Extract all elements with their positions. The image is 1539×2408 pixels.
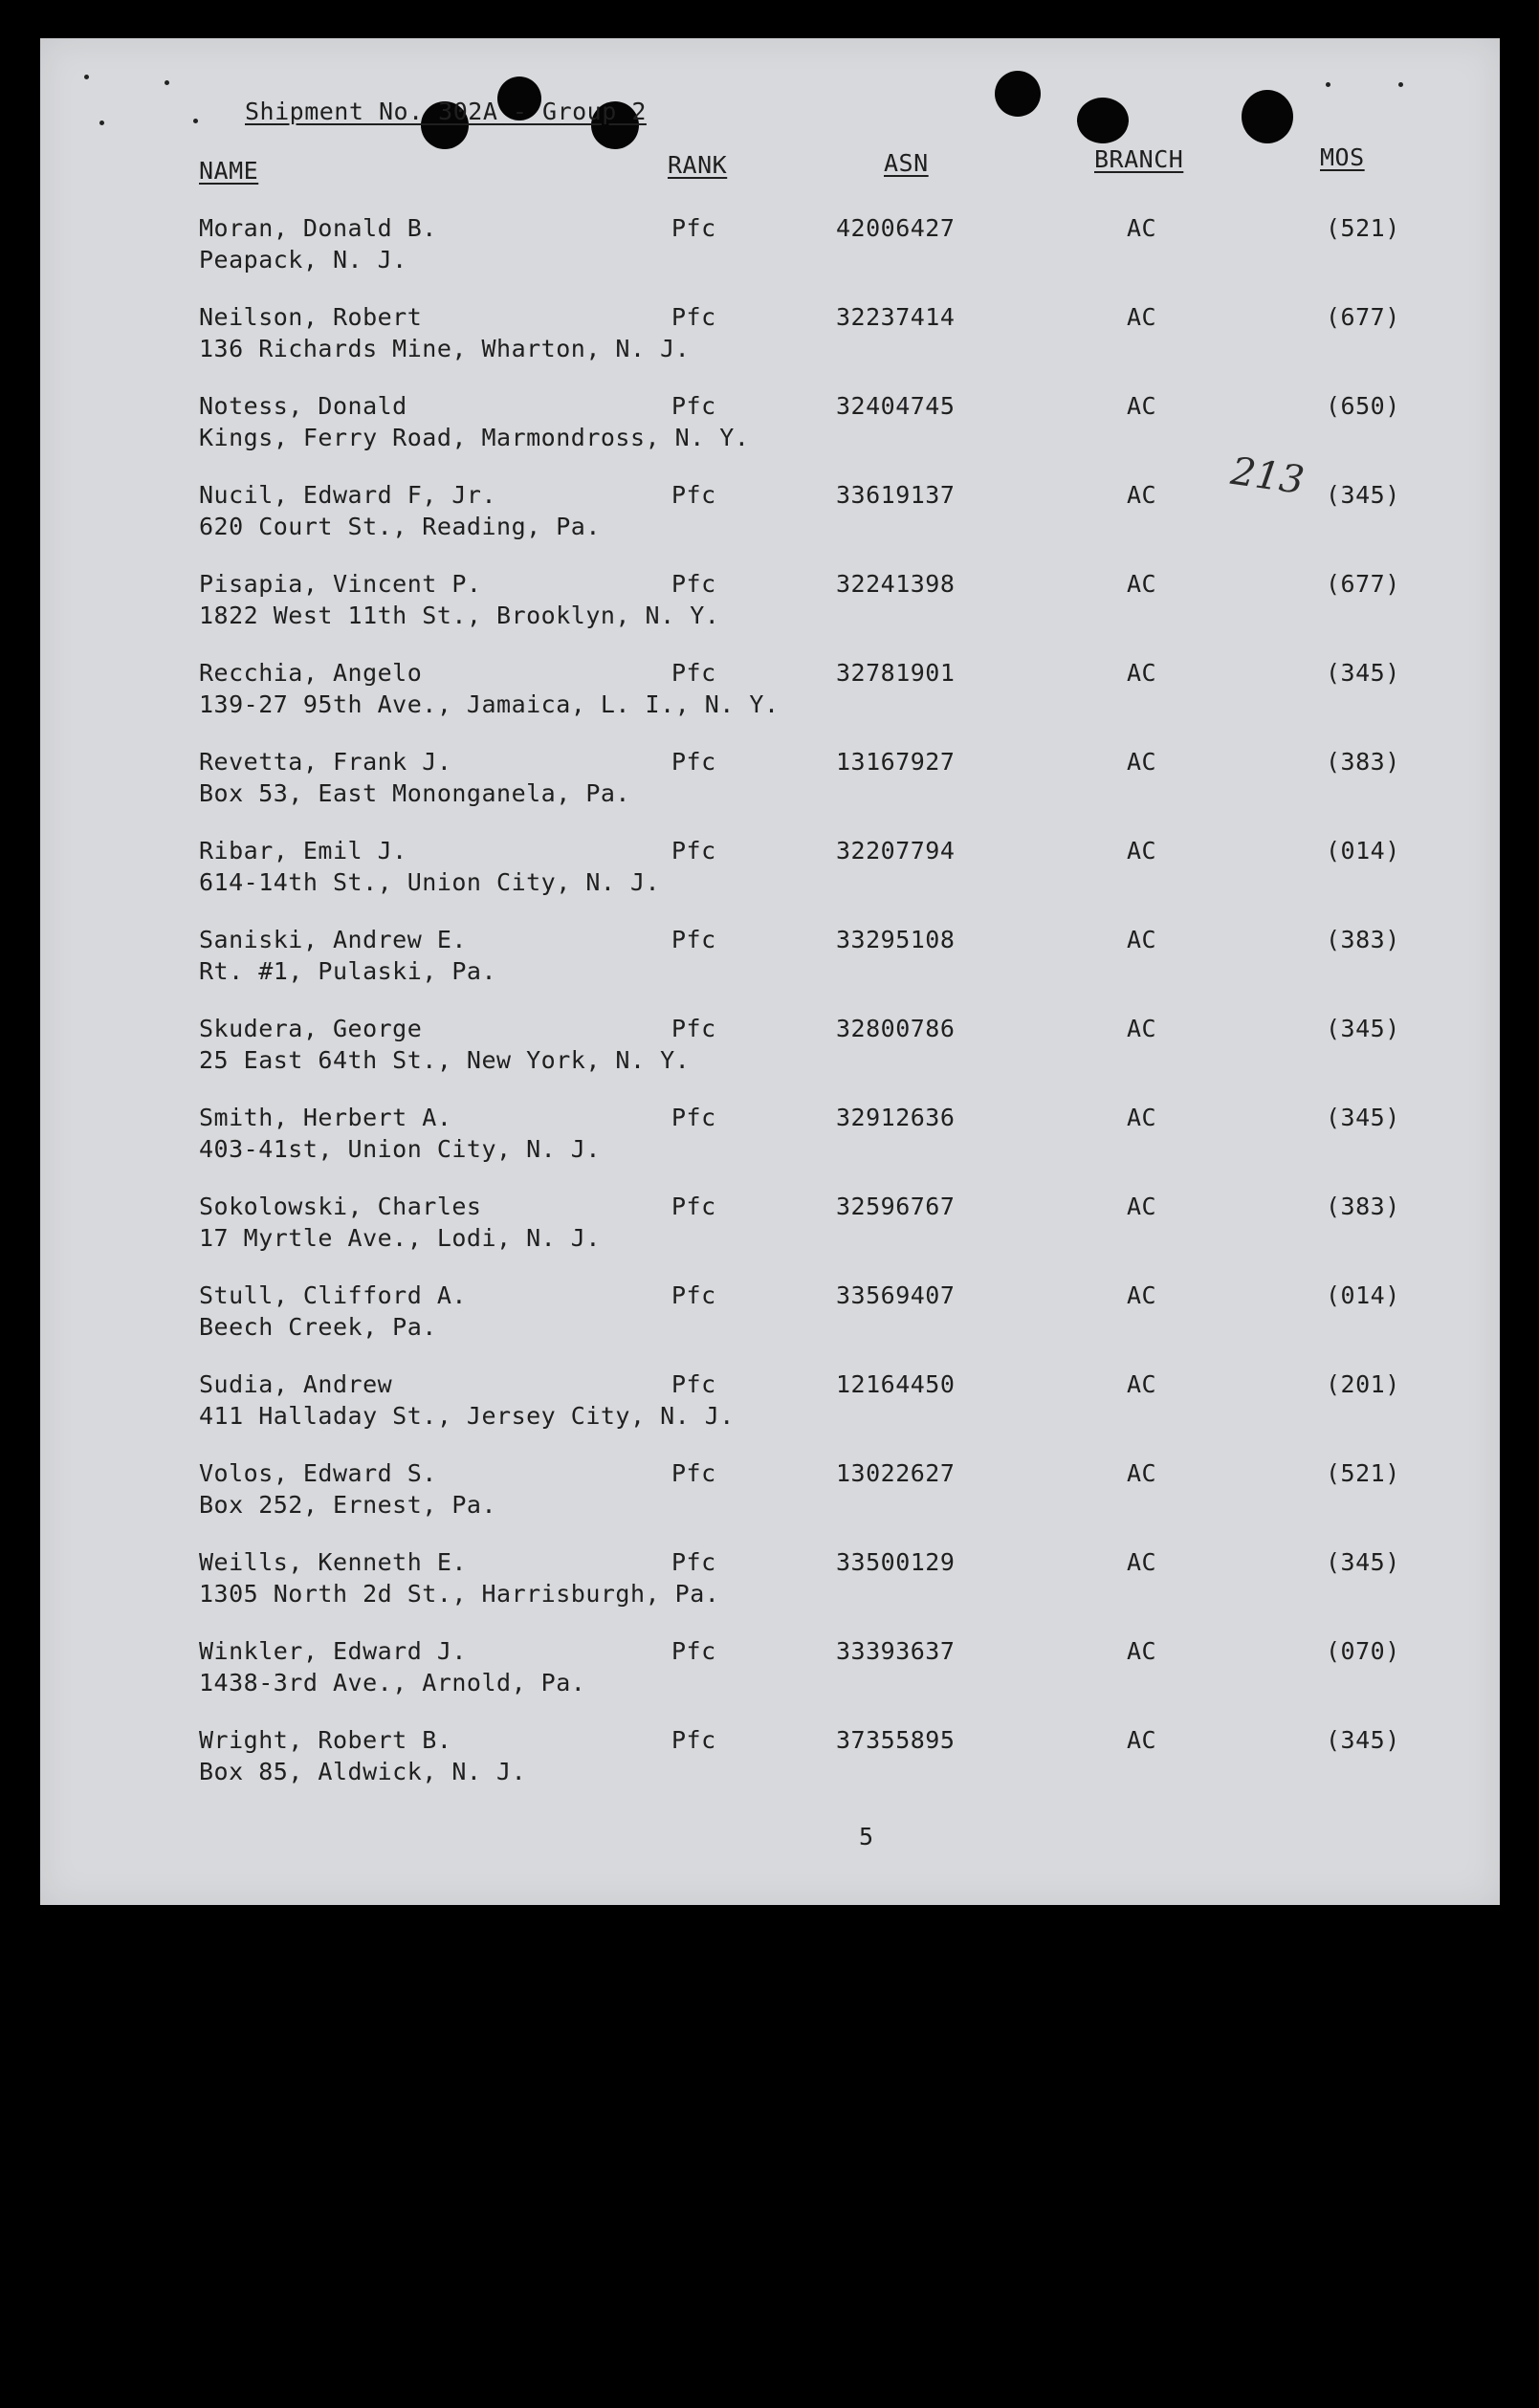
entry-mos: (345) [1326, 1104, 1400, 1131]
speck [1326, 82, 1330, 87]
list-item [40, 1372, 1500, 1439]
entry-name: Revetta, Frank J. [199, 748, 452, 776]
speck [193, 119, 198, 123]
entry-asn: 32241398 [836, 570, 956, 598]
entry-rank: Pfc [671, 659, 716, 687]
entry-address: 614-14th St., Union City, N. J. [199, 868, 661, 896]
entry-name: Nucil, Edward F, Jr. [199, 481, 497, 509]
document-page [40, 38, 1500, 1905]
entry-name: Saniski, Andrew E. [199, 926, 467, 953]
speck [99, 120, 104, 125]
entry-asn: 33569407 [836, 1281, 956, 1309]
entry-address: 620 Court St., Reading, Pa. [199, 513, 601, 540]
entry-address: 1305 North 2d St., Harrisburgh, Pa. [199, 1580, 720, 1608]
entry-branch: AC [1127, 1726, 1157, 1754]
entry-address: Rt. #1, Pulaski, Pa. [199, 957, 497, 985]
entry-branch: AC [1127, 1548, 1157, 1576]
entry-branch: AC [1127, 1637, 1157, 1665]
entry-address: Peapack, N. J. [199, 246, 407, 274]
entry-asn: 32237414 [836, 303, 956, 331]
entry-branch: AC [1127, 214, 1157, 242]
speck [1398, 82, 1403, 87]
entry-mos: (677) [1326, 303, 1400, 331]
entry-rank: Pfc [671, 1104, 716, 1131]
page-number: 5 [859, 1823, 874, 1850]
entry-asn: 33619137 [836, 481, 956, 509]
entry-mos: (383) [1326, 748, 1400, 776]
punch-hole [1077, 98, 1129, 143]
list-item [40, 305, 1500, 372]
entry-branch: AC [1127, 837, 1157, 865]
entry-mos: (201) [1326, 1370, 1400, 1398]
entry-address: Beech Creek, Pa. [199, 1313, 437, 1341]
column-header-rank: RANK [668, 151, 728, 179]
entry-mos: (383) [1326, 1193, 1400, 1220]
entry-branch: AC [1127, 1015, 1157, 1042]
entry-branch: AC [1127, 570, 1157, 598]
list-item [40, 839, 1500, 906]
entry-name: Wright, Robert B. [199, 1726, 452, 1754]
punch-hole [995, 71, 1041, 117]
entry-address: 1438-3rd Ave., Arnold, Pa. [199, 1669, 586, 1697]
punch-hole [1242, 90, 1293, 143]
list-item [40, 928, 1500, 995]
list-item [40, 394, 1500, 461]
entry-branch: AC [1127, 481, 1157, 509]
list-item [40, 1550, 1500, 1617]
list-item [40, 483, 1500, 550]
entry-name: Sudia, Andrew [199, 1370, 393, 1398]
handwritten-annotation: 213 [1228, 449, 1308, 504]
entry-rank: Pfc [671, 1548, 716, 1576]
entry-branch: AC [1127, 303, 1157, 331]
entry-rank: Pfc [671, 748, 716, 776]
entry-address: 403-41st, Union City, N. J. [199, 1135, 601, 1163]
entry-name: Notess, Donald [199, 392, 407, 420]
entry-mos: (677) [1326, 570, 1400, 598]
entry-name: Moran, Donald B. [199, 214, 437, 242]
column-header-mos: MOS [1320, 143, 1365, 171]
entry-asn: 33500129 [836, 1548, 956, 1576]
list-item [40, 1639, 1500, 1706]
entry-name: Pisapia, Vincent P. [199, 570, 482, 598]
entry-name: Winkler, Edward J. [199, 1637, 467, 1665]
entry-address: 136 Richards Mine, Wharton, N. J. [199, 335, 691, 362]
entry-address: 1822 West 11th St., Brooklyn, N. Y. [199, 602, 720, 629]
entry-address: 17 Myrtle Ave., Lodi, N. J. [199, 1224, 601, 1252]
entry-asn: 32800786 [836, 1015, 956, 1042]
shipment-header: Shipment No. 302A - Group 2 [245, 98, 647, 125]
entry-asn: 32596767 [836, 1193, 956, 1220]
entry-asn: 32912636 [836, 1104, 956, 1131]
entry-rank: Pfc [671, 481, 716, 509]
list-item [40, 1728, 1500, 1795]
entry-mos: (650) [1326, 392, 1400, 420]
entry-rank: Pfc [671, 1459, 716, 1487]
list-item [40, 661, 1500, 728]
entry-mos: (014) [1326, 1281, 1400, 1309]
entry-mos: (521) [1326, 1459, 1400, 1487]
entry-asn: 33393637 [836, 1637, 956, 1665]
list-item [40, 750, 1500, 817]
entry-address: 411 Halladay St., Jersey City, N. J. [199, 1402, 735, 1430]
entry-branch: AC [1127, 1193, 1157, 1220]
entry-rank: Pfc [671, 303, 716, 331]
entry-mos: (014) [1326, 837, 1400, 865]
entry-branch: AC [1127, 926, 1157, 953]
entry-rank: Pfc [671, 1193, 716, 1220]
entry-rank: Pfc [671, 1637, 716, 1665]
entry-rank: Pfc [671, 570, 716, 598]
entry-name: Weills, Kenneth E. [199, 1548, 467, 1576]
entry-asn: 32207794 [836, 837, 956, 865]
entry-name: Skudera, George [199, 1015, 423, 1042]
entry-rank: Pfc [671, 214, 716, 242]
entry-rank: Pfc [671, 392, 716, 420]
entry-rank: Pfc [671, 1370, 716, 1398]
entry-name: Volos, Edward S. [199, 1459, 437, 1487]
entry-address: Kings, Ferry Road, Marmondross, N. Y. [199, 424, 750, 451]
entry-branch: AC [1127, 1459, 1157, 1487]
column-header-name: NAME [199, 157, 259, 185]
entry-rank: Pfc [671, 1015, 716, 1042]
entry-name: Neilson, Robert [199, 303, 423, 331]
entry-address: Box 53, East Mononganela, Pa. [199, 779, 630, 807]
entry-asn: 32404745 [836, 392, 956, 420]
entry-asn: 13022627 [836, 1459, 956, 1487]
list-item [40, 1461, 1500, 1528]
speck [84, 75, 89, 79]
entry-name: Smith, Herbert A. [199, 1104, 452, 1131]
entry-address: 139-27 95th Ave., Jamaica, L. I., N. Y. [199, 690, 780, 718]
speck [165, 80, 169, 85]
entry-name: Ribar, Emil J. [199, 837, 407, 865]
entry-mos: (345) [1326, 1015, 1400, 1042]
entry-rank: Pfc [671, 837, 716, 865]
entry-asn: 32781901 [836, 659, 956, 687]
entry-mos: (345) [1326, 1548, 1400, 1576]
entry-branch: AC [1127, 659, 1157, 687]
entry-name: Recchia, Angelo [199, 659, 423, 687]
entry-asn: 42006427 [836, 214, 956, 242]
entry-address: Box 85, Aldwick, N. J. [199, 1758, 527, 1785]
list-item [40, 1105, 1500, 1172]
entry-asn: 37355895 [836, 1726, 956, 1754]
entry-branch: AC [1127, 748, 1157, 776]
entry-mos: (383) [1326, 926, 1400, 953]
column-header-asn: ASN [884, 149, 929, 177]
entry-branch: AC [1127, 1370, 1157, 1398]
entry-address: 25 East 64th St., New York, N. Y. [199, 1046, 691, 1074]
column-header-branch: BRANCH [1094, 145, 1184, 173]
entry-rank: Pfc [671, 926, 716, 953]
entry-asn: 33295108 [836, 926, 956, 953]
list-item [40, 1283, 1500, 1350]
entry-asn: 13167927 [836, 748, 956, 776]
entry-branch: AC [1127, 1104, 1157, 1131]
entry-mos: (345) [1326, 659, 1400, 687]
entry-name: Stull, Clifford A. [199, 1281, 467, 1309]
entry-mos: (070) [1326, 1637, 1400, 1665]
list-item [40, 216, 1500, 283]
entry-asn: 12164450 [836, 1370, 956, 1398]
entry-branch: AC [1127, 392, 1157, 420]
entry-mos: (521) [1326, 214, 1400, 242]
entry-branch: AC [1127, 1281, 1157, 1309]
entry-mos: (345) [1326, 1726, 1400, 1754]
entry-address: Box 252, Ernest, Pa. [199, 1491, 497, 1519]
entry-mos: (345) [1326, 481, 1400, 509]
list-item [40, 1194, 1500, 1261]
entry-rank: Pfc [671, 1726, 716, 1754]
list-item [40, 572, 1500, 639]
entry-name: Sokolowski, Charles [199, 1193, 482, 1220]
list-item [40, 1017, 1500, 1084]
entry-rank: Pfc [671, 1281, 716, 1309]
